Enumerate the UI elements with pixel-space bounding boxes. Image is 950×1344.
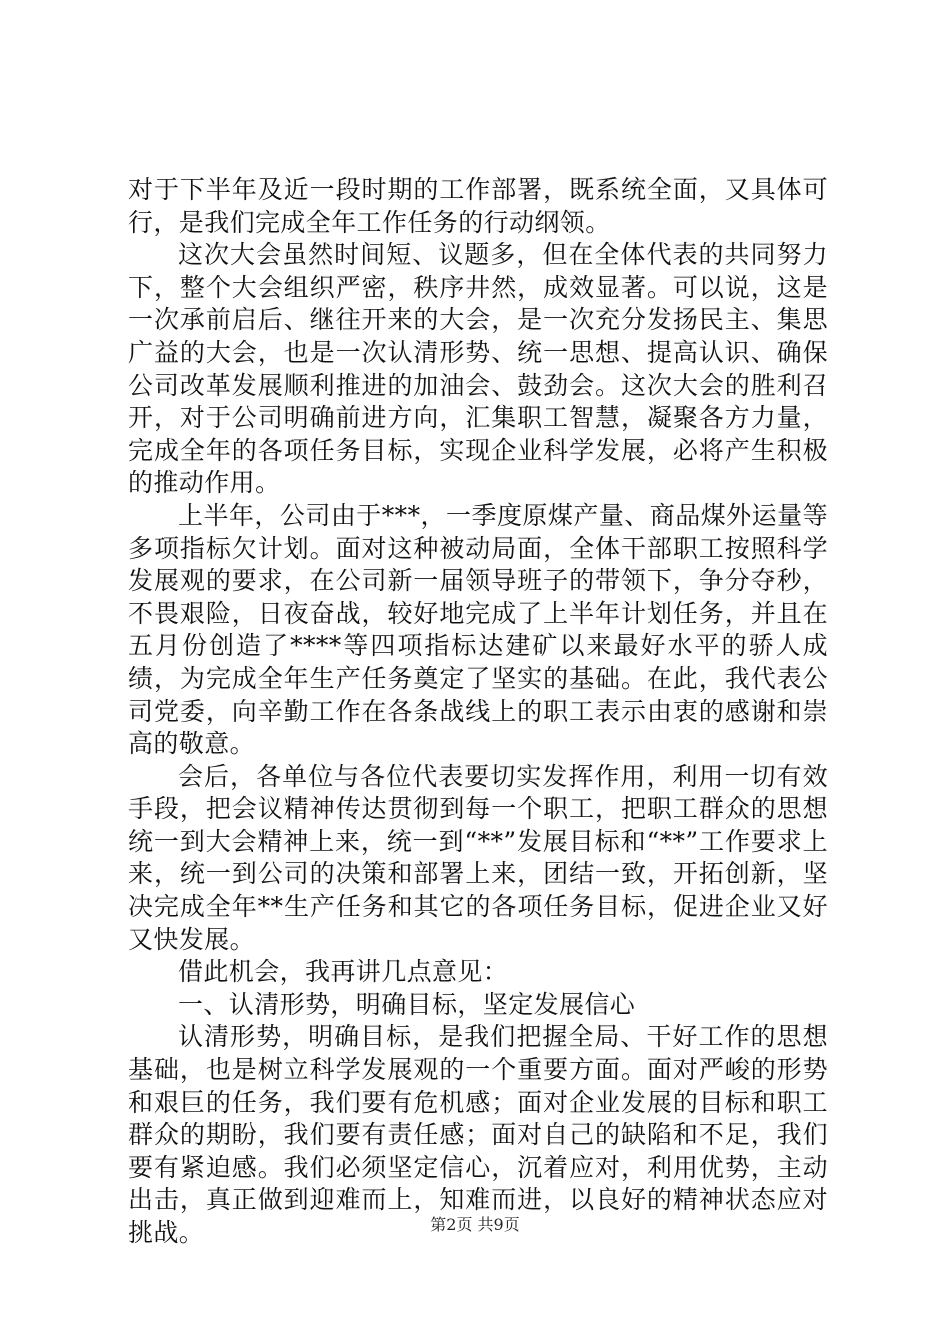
paragraph-4: 会后，各单位与各位代表要切实发挥作用，利用一切有效手段，把会议精神传达贯彻到每一个职工，把职工群众的思想统一到大会精神上来，统一到“**”发展目标和“**”工作要求上来，统一到公司的决策和部署上来，团结一致，开拓创新，坚决完成全年**生产任务和其它的各项任务目标，促进企业又好又快发展。	[128, 761, 828, 954]
paragraph-2: 这次大会虽然时间短、议题多，但在全体代表的共同努力下，整个大会组织严密，秩序井然，成效显著。可以说，这是一次承前启后、继往开来的大会，是一次充分发扬民主、集思广益的大会，也是一次认清形势、统一思想、提高认识、确保公司改革发展顺利推进的加油会、鼓劲会。这次大会的胜利召开，对于公司明确前进方向，汇集职工智慧，凝聚各方力量，完成全年的各项任务目标，实现企业科学发展，必将产生积极的推动作用。	[128, 240, 828, 498]
paragraph-1: 对于下半年及近一段时期的工作部署，既系统全面，又具体可行，是我们完成全年工作任务的行动纲领。	[128, 175, 828, 237]
page-number-footer: 第2页 共9页	[430, 1215, 520, 1234]
paragraph-7: 认清形势，明确目标，是我们把握全局、干好工作的思想基础，也是树立科学发展观的一个重要方面。面对严峻的形势和艰巨的任务，我们要有危机感；面对企业发展的目标和职工群众的期盼，我们要有责任感；面对自己的缺陷和不足，我们要有紧迫感。我们必须坚定信心，沉着应对，利用优势，主动出击，真正做到迎难而上，知难而进，以良好的精神状态应对挑战。	[128, 1022, 828, 1247]
document-body	[128, 174, 828, 1250]
paragraph-3: 上半年，公司由于***，一季度原煤产量、商品煤外运量等多项指标欠计划。面对这种被动局面，全体干部职工按照科学发展观的要求，在公司新一届领导班子的带领下，争分夺秒，不畏艰险，日夜奋战，较好地完成了上半年计划任务，并且在五月份创造了****等四项指标达建矿以来最好水平的骄人成绩，为完成全年生产任务奠定了坚实的基础。在此，我代表公司党委，向辛勤工作在各条战线上的职工表示由衷的感谢和崇高的敬意。	[128, 500, 828, 759]
section-heading: 一、认清形势，明确目标，坚定发展信心	[178, 989, 636, 1019]
paragraph-5: 借此机会，我再讲几点意见：	[178, 957, 509, 987]
